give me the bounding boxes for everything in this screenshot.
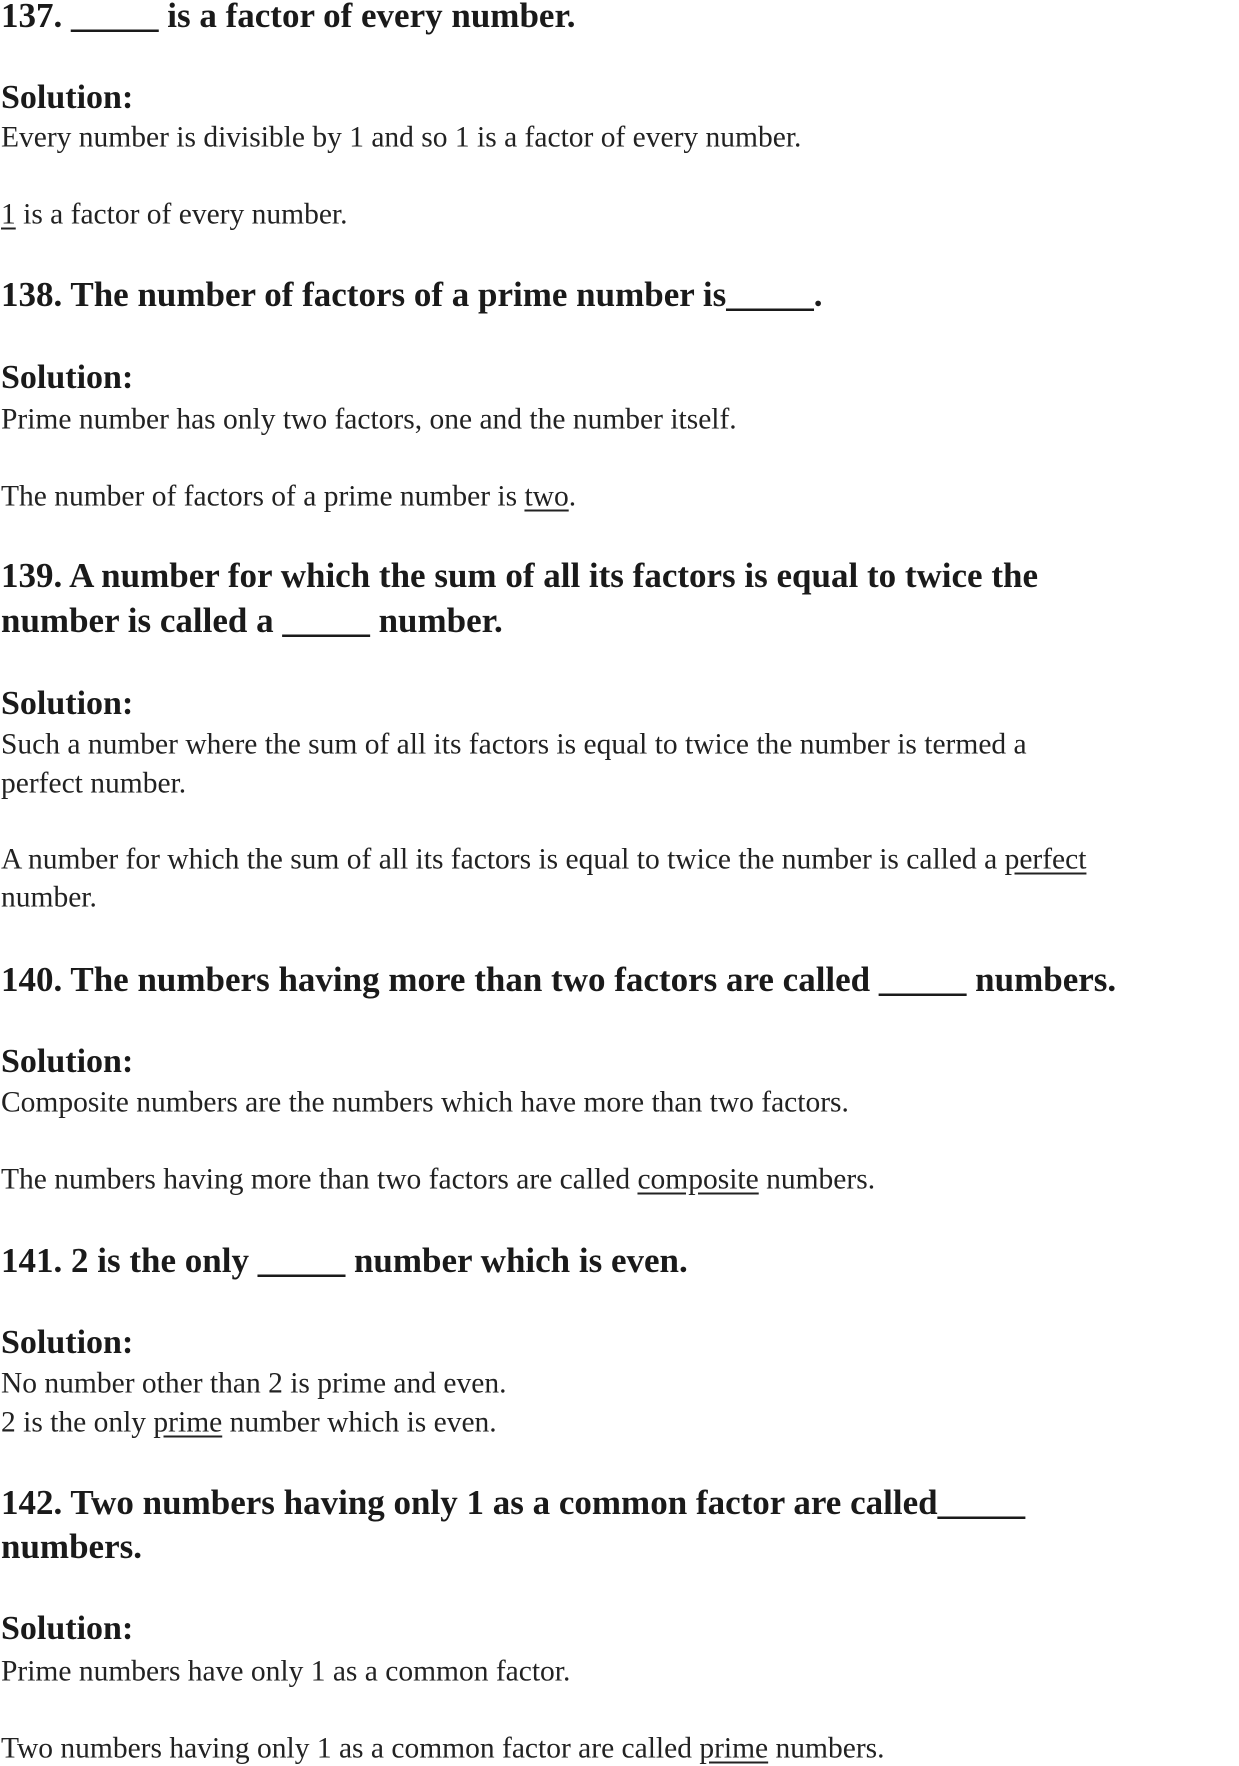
solution-label: Solution: — [1, 1610, 134, 1647]
question-141-heading: 141. 2 is the only _____ number which is even. — [1, 1241, 688, 1280]
solution-explanation: Every number is divisible by 1 and so 1 is a factor of every number. — [1, 121, 802, 154]
solution-answer — [1, 199, 348, 232]
answer-prefix: The number of factors of a prime number is — [1, 480, 525, 513]
answer-suffix: . — [568, 480, 577, 513]
question-142-heading-line2: numbers. — [1, 1527, 142, 1566]
solution-answer — [1, 481, 576, 514]
solution-answer — [1, 844, 1086, 877]
answer-suffix: numbers. — [768, 1732, 885, 1765]
answer-prefix: 2 is the only — [1, 1406, 154, 1439]
question-142-heading: 142. Two numbers having only 1 as a common factor are called_____ — [1, 1483, 1026, 1522]
solution-answer-line2: number. — [1, 881, 97, 914]
solution-label: Solution: — [1, 359, 134, 396]
solution-answer — [1, 1164, 875, 1197]
answer-word: prime — [699, 1732, 769, 1765]
question-139-heading: 139. A number for which the sum of all its factors is equal to twice the — [1, 556, 1038, 595]
solution-label: Solution: — [1, 1324, 134, 1361]
solution-explanation-line2: perfect number. — [1, 767, 187, 800]
answer-prefix: The numbers having more than two factors are called — [1, 1163, 638, 1196]
question-138-heading: 138. The number of factors of a prime number is_____. — [1, 275, 823, 314]
question-139-heading-line2: number is called a _____ number. — [1, 601, 503, 640]
answer-prefix: Two numbers having only 1 as a common factor are called — [1, 1732, 700, 1765]
solution-explanation: Composite numbers are the numbers which have more than two factors. — [1, 1086, 849, 1119]
answer-word: 1 — [1, 198, 16, 231]
question-137-heading: 137. _____ is a factor of every number. — [1, 0, 576, 35]
answer-suffix: is a factor of every number. — [15, 198, 348, 231]
answer-prefix: A number for which the sum of all its factors is equal to twice the number is called a — [1, 843, 1005, 876]
solution-explanation: No number other than 2 is prime and even. — [1, 1367, 507, 1400]
solution-answer — [1, 1733, 885, 1766]
answer-word: perfect — [1004, 843, 1087, 876]
solution-explanation: Such a number where the sum of all its factors is equal to twice the number is termed a — [1, 728, 1027, 761]
answer-suffix: number which is even. — [222, 1406, 497, 1439]
solution-label: Solution: — [1, 79, 134, 116]
solution-answer — [1, 1407, 497, 1440]
solution-label: Solution: — [1, 685, 134, 722]
solution-label: Solution: — [1, 1043, 134, 1080]
solution-explanation: Prime numbers have only 1 as a common factor. — [1, 1655, 571, 1688]
answer-word: two — [524, 480, 569, 513]
answer-word: composite — [637, 1163, 759, 1196]
question-140-heading: 140. The numbers having more than two factors are called _____ numbers. — [1, 960, 1117, 999]
solution-explanation: Prime number has only two factors, one and the number itself. — [1, 403, 737, 436]
answer-word: prime — [153, 1406, 223, 1439]
answer-suffix: numbers. — [758, 1163, 876, 1196]
